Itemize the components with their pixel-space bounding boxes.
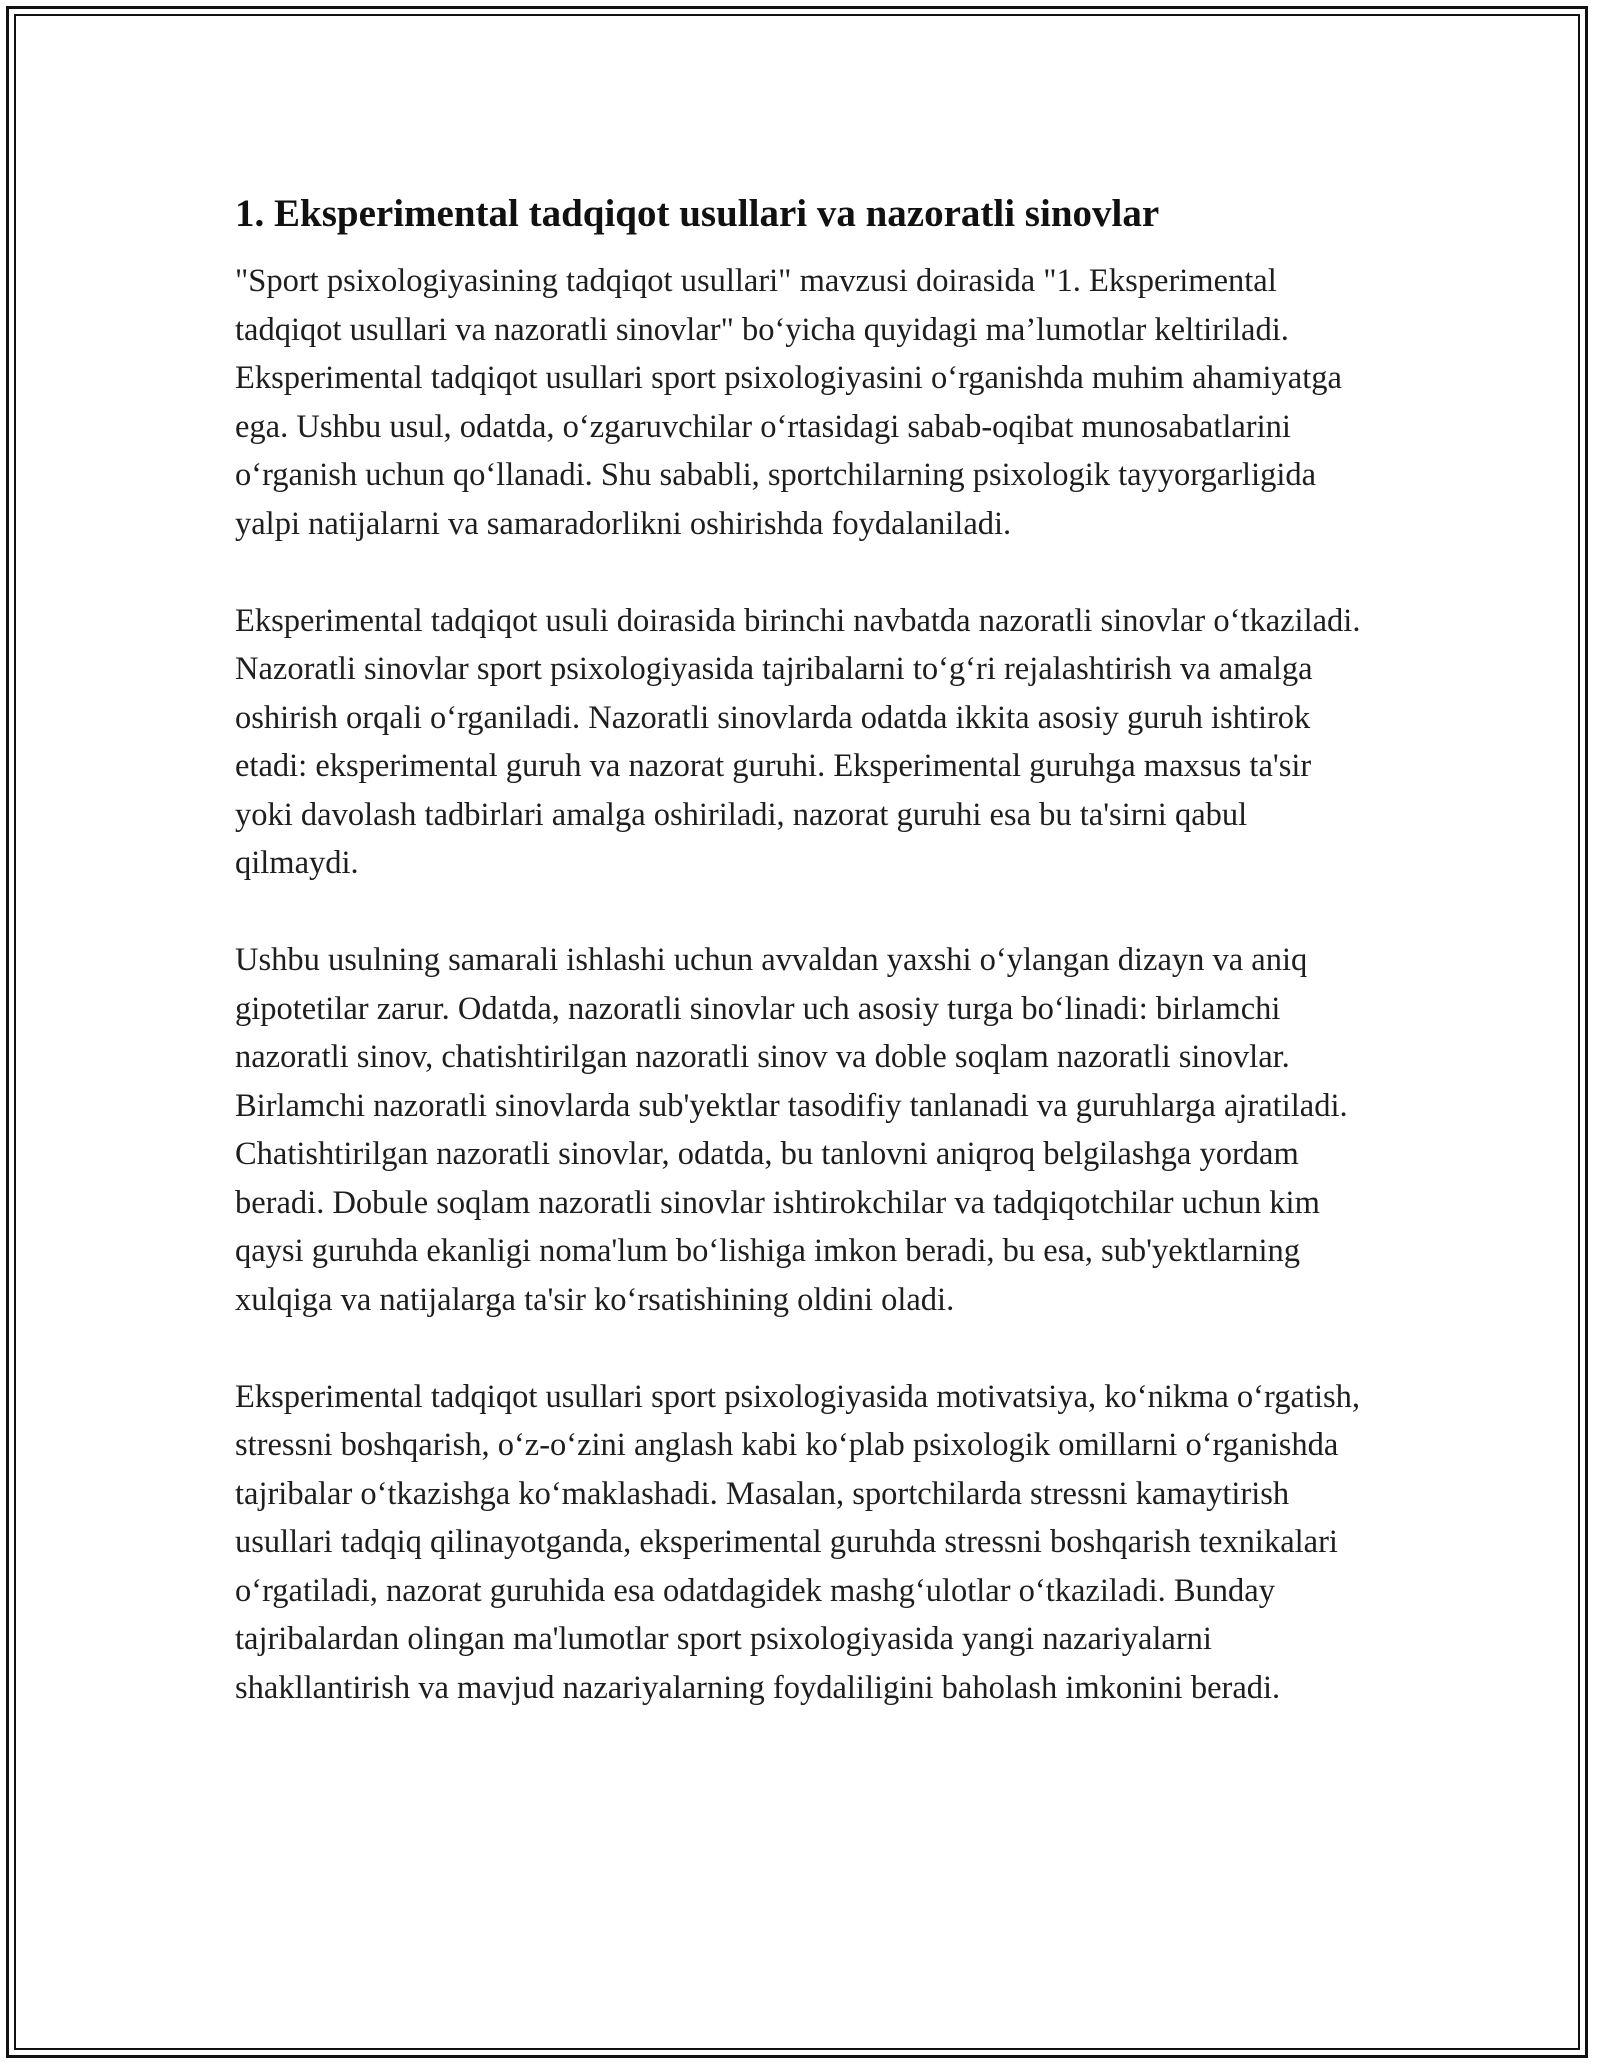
paragraph-4: Eksperimental tadqiqot usullari sport psixologiyasida motivatsiya, ko‘nikma o‘rgatish, stressni boshqarish, o‘z-o‘zini anglash kabi ko‘plab psixologik omillarni o‘rganishda tajribalar o‘tkazishga ko‘maklashadi. Masalan, sportchilarda stressni kamaytirish usullari tadqiq qilinayotganda, eksperimental guruhda stressni boshqarish texnikalari o‘rgatiladi, nazorat guruhida esa odatdagidek mashg‘ulotlar o‘tkaziladi. Bunday tajribalardan olingan ma'lumotlar sport psixologiyasida yangi nazariyalarni shakllantirish va mavjud nazariyalarning foydaliligini baholash imkonini beradi. [235, 1378, 1360, 1706]
paragraph-2: Eksperimental tadqiqot usuli doirasida birinchi navbatda nazoratli sinovlar o‘tkaziladi. Nazoratli sinovlar sport psixologiyasida tajribalarni to‘g‘ri rejalashtirish va amalga oshirish orqali o‘rganiladi. Nazoratli sinovlarda odatda ikkita asosiy guruh ishtirok etadi: eksperimental guruh va nazorat guruhi. Eksperimental guruhga maxsus ta'sir yoki davolash tadbirlari amalga oshiriladi, nazorat guruhi esa bu ta'sirni qabul qilmaydi. [235, 602, 1361, 881]
paragraph-3: Ushbu usulning samarali ishlashi uchun avvaldan yaxshi o‘ylangan dizayn va aniq gipotetilar zarur. Odatda, nazoratli sinovlar uch asosiy turga bo‘linadi: birlamchi nazoratli sinov, chatishtirilgan nazoratli sinov va doble soqlam nazoratli sinovlar. Birlamchi nazoratli sinovlarda sub'yektlar tasodifiy tanlanadi va guruhlarga ajratiladi. Chatishtirilgan nazoratli sinovlar, odatda, bu tanlovni aniqroq belgilashga yordam beradi. Dobule soqlam nazoratli sinovlar ishtirokchilar va tadqiqotchilar uchun kim qaysi guruhda ekanligi noma'lum bo‘lishiga imkon beradi, bu esa, sub'yektlarning xulqiga va natijalarga ta'sir ko‘rsatishining oldini oladi. [235, 942, 1348, 1318]
paragraph-1: "Sport psixologiyasining tadqiqot usullari" mavzusi doirasida "1. Eksperimental tadqiqot usullari va nazoratli sinovlar" bo‘yicha quyidagi ma’lumotlar keltiriladi. Eksperimental tadqiqot usullari sport psixologiyasini o‘rganishda muhim ahamiyatga ega. Ushbu usul, odatda, o‘zgaruvchilar o‘rtasidagi sabab-oqibat munosabatlarini o‘rganish uchun qo‘llanadi. Shu sababli, sportchilarning psixologik tayyorgarligida yalpi natijalarni va samaradorlikni oshirishda foydalaniladi. [235, 263, 1342, 542]
document-body [235, 185, 1370, 1761]
document-title: 1. Eksperimental tadqiqot usullari va nazoratli sinovlar [235, 192, 1160, 235]
